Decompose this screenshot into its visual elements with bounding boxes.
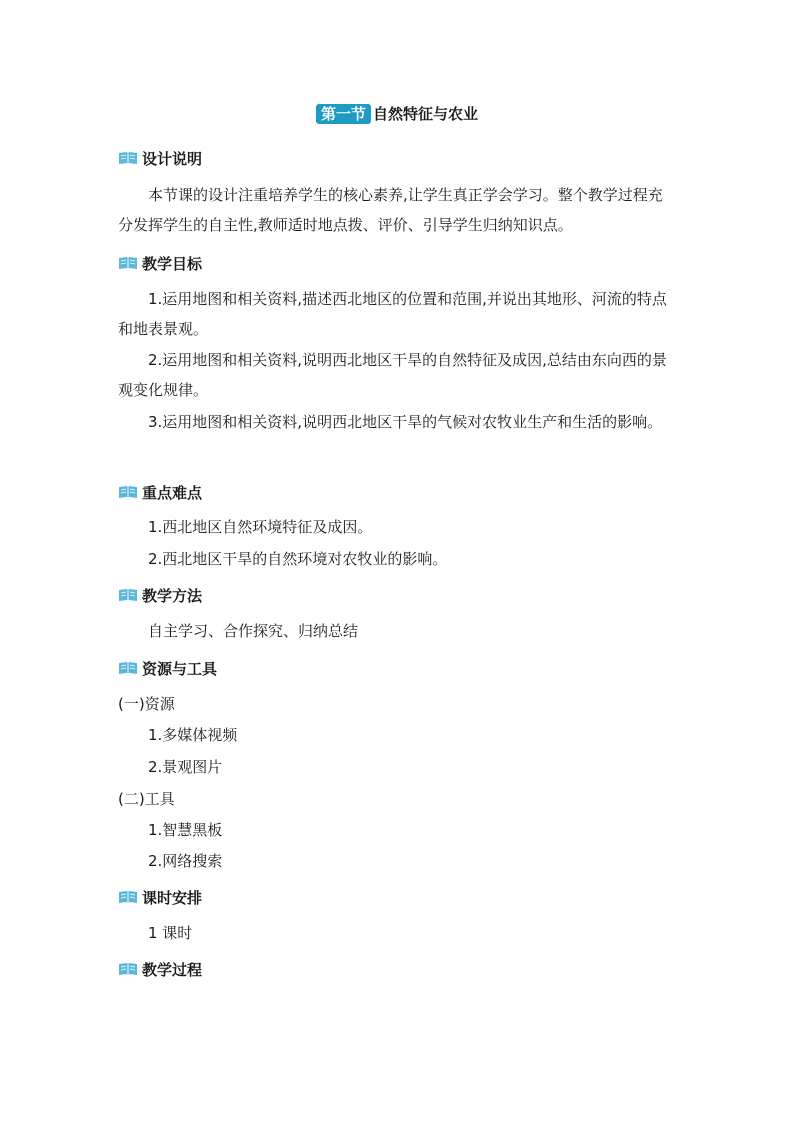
book-icon [118,961,138,977]
book-icon [118,889,138,905]
book-icon [118,255,138,271]
book-icon [118,484,138,500]
tool-item: 2.网络搜索 [148,852,223,870]
section-label: 教学目标 [142,254,203,273]
section-heading-key-points [118,481,202,503]
page-title [0,104,794,124]
section-label: 教学方法 [142,586,203,605]
book-icon [118,660,138,676]
resource-group-title: (一)资源 [118,695,175,713]
tool-group-title: (二)工具 [118,790,175,808]
design-description: 本节课的设计注重培养学生的核心素养,让学生真正学会学习。整个教学过程充分发挥学生的自主性,教师适时地点拨、评价、引导学生归纳知识点。 [118,186,663,234]
goal-item: 3.运用地图和相关资料,说明西北地区干旱的气候对农牧业生产和生活的影响。 [148,413,663,431]
section-number-badge: 第一节 [316,104,371,124]
resource-item: 2.景观图片 [148,758,223,776]
key-point-item: 2.西北地区干旱的自然环境对农牧业的影响。 [148,550,448,568]
book-icon [118,587,138,603]
section-heading-design [118,147,202,169]
section-heading-resources [118,657,217,679]
section-heading-process [118,958,202,980]
section-label: 教学过程 [142,960,203,979]
section-title-text: 自然特征与农业 [373,105,479,123]
goal-item: 2.运用地图和相关资料,说明西北地区干旱的自然特征及成因,总结由东向西的景观变化规律。 [118,351,667,399]
resource-item: 1.多媒体视频 [148,726,238,744]
section-label: 课时安排 [142,888,203,907]
schedule-text: 1 课时 [148,924,193,942]
section-heading-methods [118,584,202,606]
book-icon [118,150,138,166]
section-label: 重点难点 [142,483,203,502]
key-point-item: 1.西北地区自然环境特征及成因。 [148,518,373,536]
section-label: 资源与工具 [142,659,218,678]
section-label: 设计说明 [142,149,203,168]
section-heading-schedule [118,886,202,908]
methods-text: 自主学习、合作探究、归纳总结 [148,622,359,640]
section-heading-goals [118,252,202,274]
goal-item: 1.运用地图和相关资料,描述西北地区的位置和范围,并说出其地形、河流的特点和地表景观。 [118,290,667,338]
tool-item: 1.智慧黑板 [148,821,223,839]
